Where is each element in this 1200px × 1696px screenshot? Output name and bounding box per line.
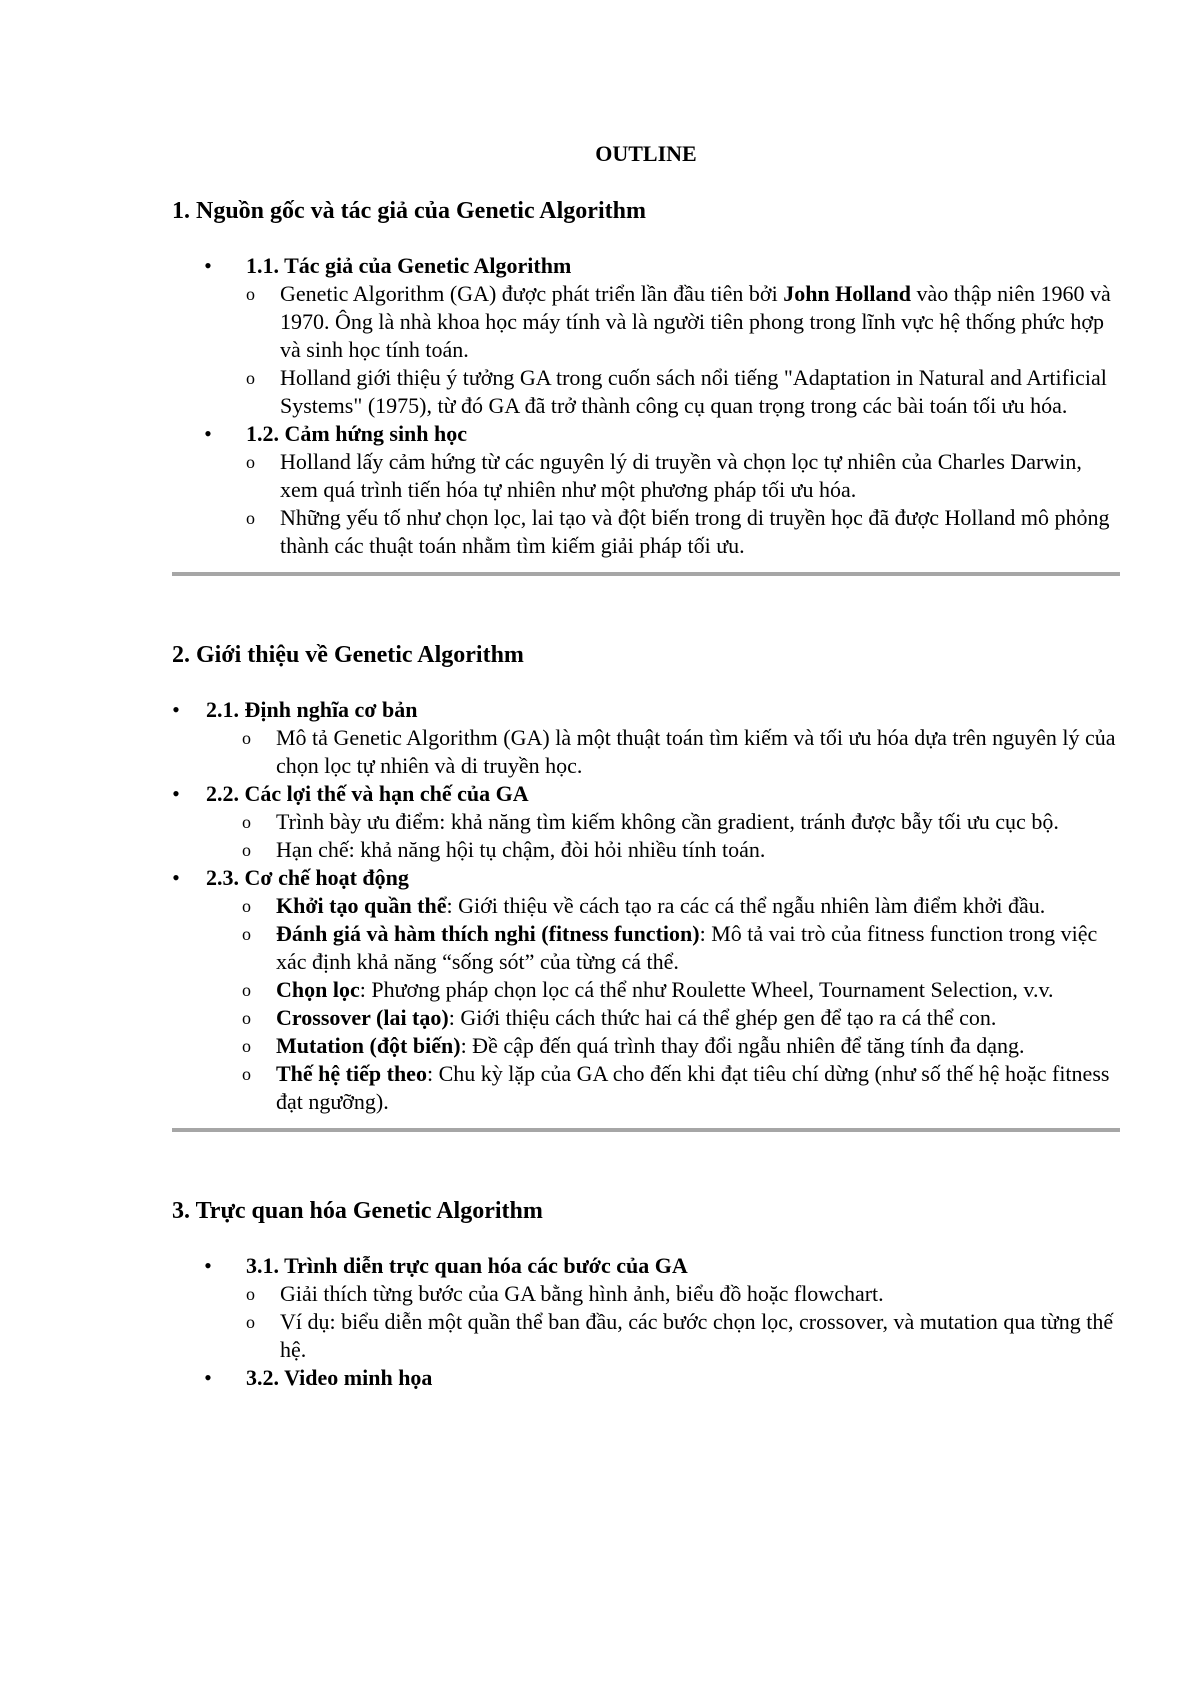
section-divider — [172, 1128, 1120, 1132]
list-item — [172, 1364, 1120, 1392]
item-title: 2.2. Các lợi thế và hạn chế của GA — [206, 781, 529, 806]
bullet-circle-icon: o — [246, 452, 255, 472]
bullet-emphasis: Khởi tạo quần thể — [276, 893, 447, 918]
bullet-dot-icon: • — [204, 421, 212, 446]
bullet-text: Hạn chế: khả năng hội tụ chậm, đòi hỏi nhiều tính toán. — [276, 837, 766, 862]
bullet-circle-icon: o — [246, 368, 255, 388]
sub-bullet-list — [246, 1280, 1120, 1364]
bullet-emphasis: John Holland — [783, 281, 911, 306]
list-item — [172, 696, 1120, 780]
bullet-emphasis: Crossover (lai tạo) — [276, 1005, 449, 1030]
bullet-circle-icon: o — [242, 840, 251, 860]
item-title: 2.3. Cơ chế hoạt động — [206, 865, 409, 890]
bullet-text: : Giới thiệu cách thức hai cá thể ghép gen để tạo ra cá thể con. — [448, 1005, 997, 1030]
bullet-circle-icon: o — [246, 284, 255, 304]
item-title: 3.1. Trình diễn trực quan hóa các bước của GA — [246, 1253, 688, 1278]
bullet-text: Holland lấy cảm hứng từ các nguyên lý di truyền và chọn lọc tự nhiên của Charles Darwin, xem quá trình tiến hóa tự nhiên như một phương pháp tối ưu hóa. — [280, 449, 1082, 502]
sub-bullet-item — [242, 892, 1120, 920]
list-item — [172, 1252, 1120, 1364]
list-item — [172, 780, 1120, 864]
sub-bullet-item — [246, 448, 1120, 504]
sub-bullet-item — [246, 280, 1120, 364]
bullet-text: : Chu kỳ lặp của GA cho đến khi đạt tiêu chí dừng (như số thế hệ hoặc fitness đạt ngưỡng). — [276, 1061, 1110, 1114]
section-divider — [172, 572, 1120, 576]
bullet-circle-icon: o — [242, 924, 251, 944]
bullet-text: Giải thích từng bước của GA bằng hình ảnh, biểu đồ hoặc flowchart. — [280, 1281, 884, 1306]
sub-bullet-list — [206, 892, 1120, 1116]
bullet-text: Genetic Algorithm (GA) được phát triển lần đầu tiên bởi — [280, 281, 784, 306]
bullet-text: Holland giới thiệu ý tưởng GA trong cuốn sách nổi tiếng "Adaptation in Natural and Artificial Systems" (1975), từ đó GA đã trở thành công cụ quan trọng trong các bài toán tối ưu hóa. — [280, 365, 1107, 418]
section-title: 1. Nguồn gốc và tác giả của Genetic Algorithm — [172, 198, 646, 224]
sub-bullet-item — [242, 836, 1120, 864]
bullet-circle-icon: o — [246, 1284, 255, 1304]
bullet-text: Mô tả Genetic Algorithm (GA) là một thuật toán tìm kiếm và tối ưu hóa dựa trên nguyên lý của chọn lọc tự nhiên và di truyền học. — [276, 725, 1116, 778]
sub-bullet-item — [242, 1060, 1120, 1116]
bullet-emphasis: Mutation (đột biến) — [276, 1033, 461, 1058]
bullet-circle-icon: o — [242, 728, 251, 748]
bullet-text: Ví dụ: biểu diễn một quần thể ban đầu, các bước chọn lọc, crossover, và mutation qua từng thế hệ. — [280, 1309, 1114, 1362]
section-title: 2. Giới thiệu về Genetic Algorithm — [172, 642, 524, 668]
list-item — [172, 420, 1120, 560]
list-item — [172, 252, 1120, 420]
sub-bullet-item — [242, 724, 1120, 780]
section-introduction — [172, 640, 1120, 1132]
item-title: 2.1. Định nghĩa cơ bản — [206, 697, 418, 722]
bullet-circle-icon: o — [242, 1036, 251, 1056]
document-title: OUTLINE — [595, 141, 697, 166]
bullet-dot-icon: • — [204, 1253, 212, 1278]
bullet-emphasis: Chọn lọc — [276, 977, 360, 1002]
bullet-dot-icon: • — [172, 781, 180, 806]
item-title: 3.2. Video minh họa — [246, 1365, 433, 1390]
bullet-circle-icon: o — [242, 1008, 251, 1028]
sub-bullet-item — [242, 976, 1120, 1004]
section-title: 3. Trực quan hóa Genetic Algorithm — [172, 1198, 543, 1224]
sub-bullet-list — [206, 808, 1120, 864]
section-item-list — [172, 1252, 1120, 1392]
bullet-text: Những yếu tố như chọn lọc, lai tạo và đột biến trong di truyền học đã được Holland mô phỏng thành các thuật toán nhằm tìm kiếm giải pháp tối ưu. — [280, 505, 1110, 558]
section-visualization — [172, 1196, 1120, 1392]
bullet-circle-icon: o — [242, 812, 251, 832]
list-item — [172, 864, 1120, 1116]
bullet-text: : Phương pháp chọn lọc cá thể như Roulette Wheel, Tournament Selection, v.v. — [359, 977, 1054, 1002]
bullet-dot-icon: • — [204, 1365, 212, 1390]
bullet-circle-icon: o — [246, 1312, 255, 1332]
bullet-circle-icon: o — [242, 1064, 251, 1084]
sub-bullet-item — [246, 1280, 1120, 1308]
item-title: 1.2. Cảm hứng sinh học — [246, 421, 468, 446]
bullet-text: Trình bày ưu điểm: khả năng tìm kiếm không cần gradient, tránh được bẫy tối ưu cục bộ. — [276, 809, 1059, 834]
bullet-emphasis: Đánh giá và hàm thích nghi (fitness function) — [276, 921, 700, 946]
bullet-circle-icon: o — [242, 896, 251, 916]
sub-bullet-item — [242, 808, 1120, 836]
sub-bullet-item — [246, 504, 1120, 560]
sub-bullet-item — [246, 1308, 1120, 1364]
section-item-list — [172, 252, 1120, 560]
sub-bullet-list — [206, 724, 1120, 780]
bullet-text-tail: vào thập niên 1960 và 1970. Ông là nhà khoa học máy tính và là người tiên phong trong lĩnh vực hệ thống phức hợp và sinh học tính toán. — [280, 281, 1111, 362]
bullet-emphasis: Thế hệ tiếp theo — [276, 1061, 427, 1086]
bullet-dot-icon: • — [172, 697, 180, 722]
sub-bullet-item — [242, 920, 1120, 976]
sub-bullet-item — [242, 1032, 1120, 1060]
bullet-dot-icon: • — [204, 253, 212, 278]
bullet-dot-icon: • — [172, 865, 180, 890]
sub-bullet-list — [246, 280, 1120, 420]
sub-bullet-item — [242, 1004, 1120, 1032]
bullet-text: : Đề cập đến quá trình thay đổi ngẫu nhiên để tăng tính đa dạng. — [460, 1033, 1025, 1058]
sub-bullet-list — [246, 448, 1120, 560]
bullet-text: : Mô tả vai trò của fitness function trong việc xác định khả năng “sống sót” của từng cá thể. — [276, 921, 1098, 974]
bullet-circle-icon: o — [246, 508, 255, 528]
section-item-list — [172, 696, 1120, 1116]
document-page — [172, 140, 1120, 1392]
sub-bullet-item — [246, 364, 1120, 420]
item-title: 1.1. Tác giả của Genetic Algorithm — [246, 253, 572, 278]
section-origin — [172, 196, 1120, 576]
bullet-circle-icon: o — [242, 980, 251, 1000]
bullet-text: : Giới thiệu về cách tạo ra các cá thể ngẫu nhiên làm điểm khởi đầu. — [446, 893, 1046, 918]
